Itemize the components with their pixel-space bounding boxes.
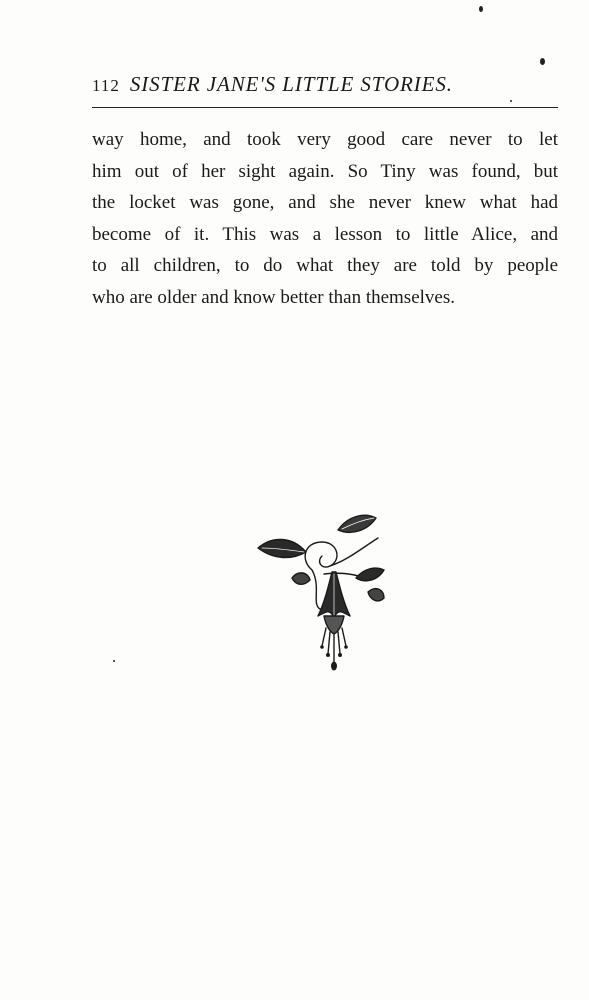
print-speck — [479, 6, 483, 12]
print-speck — [540, 58, 545, 65]
running-header — [92, 72, 558, 102]
text-line: become of it. This was a lesson to little Alice, and — [92, 223, 558, 245]
page-number: 112 — [92, 76, 120, 95]
story-text — [92, 124, 558, 314]
running-title: SISTER JANE'S LITTLE STORIES. — [129, 72, 453, 96]
text-line: him out of her sight again. So Tiny was found, but — [92, 160, 558, 182]
print-speck — [113, 660, 115, 662]
print-speck — [510, 100, 512, 102]
text-line: the locket was gone, and she never knew what had — [92, 192, 558, 214]
text-line: way home, and took very good care never to let — [92, 129, 558, 150]
fuchsia-flower-ornament-icon — [252, 508, 402, 678]
text-line: to all children, to do what they are told by people — [92, 255, 558, 277]
header-rule — [92, 107, 558, 108]
text-line: who are older and know better than themselves. — [92, 286, 455, 308]
